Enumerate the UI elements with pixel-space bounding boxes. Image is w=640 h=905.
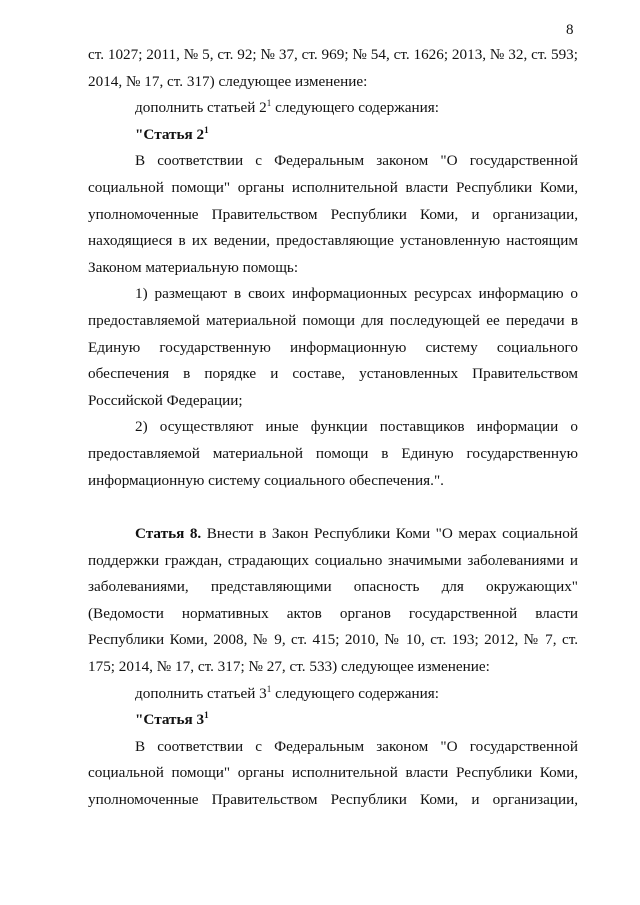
section-gap bbox=[88, 494, 578, 521]
amendment-intro: ст. 1027; 2011, № 5, ст. 92; № 37, ст. 969; № 54, ст. 1626; 2013, № 32, ст. 593; 2014, № 17, ст. 317) следующее изменение: bbox=[88, 46, 578, 90]
page-number: 8 bbox=[566, 22, 574, 38]
article-heading: "Статья $2^1$ bbox=[135, 124, 209, 143]
article-paragraph: В соответствии с Федеральным законом "О государственной социальной помощи" органы исполнительной власти Республики Коми, уполномоченные Правительством Республики Коми, и организации, bbox=[88, 737, 578, 809]
article-8-label: Статья 8. bbox=[135, 525, 202, 543]
list-item: 2) осуществляют иные функции поставщиков информации о предоставляемой материальной помощи в Единую государственную информационную систему социального обеспечения.". bbox=[88, 418, 578, 489]
document-body bbox=[88, 42, 578, 814]
article-paragraph: В соответствии с Федеральным законом "О государственной социальной помощи" органы исполнительной власти Республики Коми, уполномоченные Правительством Республики Коми, и организации, находящиеся в их ведении, предоставляющие установленную настоящим Законом материальную помощь: bbox=[88, 152, 578, 276]
article-8-paragraph: Статья 8. Внести в Закон Республики Коми "О мерах социальной поддержки граждан, страдающих социально значимыми заболеваниями и заболеваниями, представляющими опасность для окружающих" (Ведомости нормативных актов органов государственной власти Республики Коми, 2008, № 9, ст. 415; 2010, № 10, ст. 193; 2012, № 7, ст. 175; 2014, № 17, ст. 317; № 27, ст. 533) следующее изменение: bbox=[88, 525, 578, 676]
amendment-instruction: дополнить статьей $3^1$ следующего содержания: bbox=[135, 683, 439, 702]
article-heading: "Статья $3^1$ bbox=[135, 710, 209, 729]
list-item: 1) размещают в своих информационных ресурсах информацию о предоставляемой материальной помощи для последующей ее передачи в Единую государственную информационную систему социального обеспечения в порядке и составе, установленных Правительством Российской Федерации; bbox=[88, 285, 578, 409]
amendment-instruction: дополнить статьей $2^1$ следующего содержания: bbox=[135, 98, 439, 117]
